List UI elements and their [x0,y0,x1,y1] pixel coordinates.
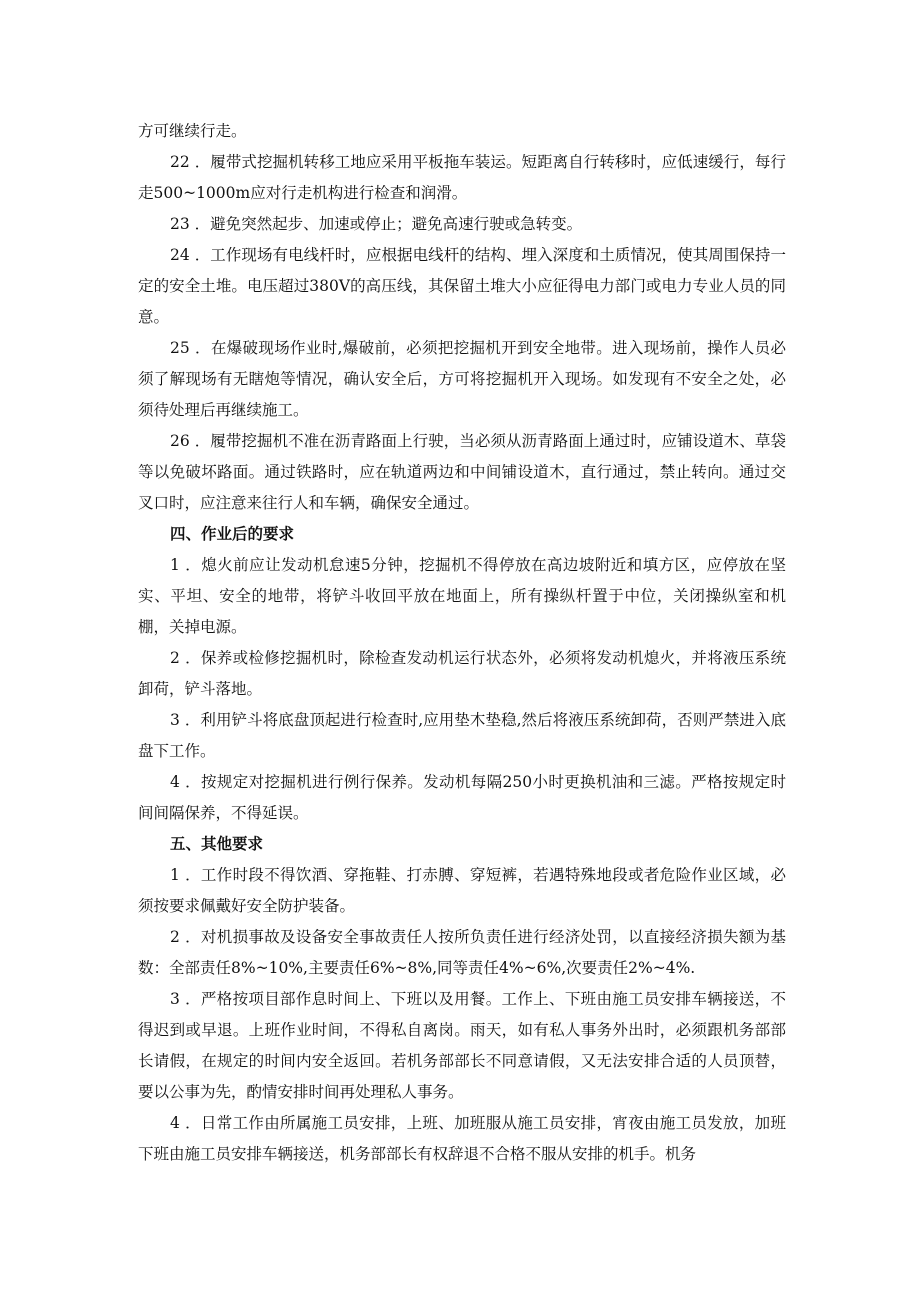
paragraph-23: 23 ．避免突然起步、加速或停止；避免高速行驶或急转变。 [170,215,583,233]
paragraph-22: 22 ．履带式挖掘机转移工地应采用平板拖车装运。短距离自行转移时，应低速缓行，每行走500~1000m应对行走机构进行检查和润滑。 [138,153,786,202]
paragraph-other-3: 3 ．严格按项目部作息时间上、下班以及用餐。工作上、下班由施工员安排车辆接送，不得迟到或早退。上班作业时间，不得私自离岗。雨天，如有私人事务外出时，必须跟机务部部长请假，在规定的时间内安全返回。若机务部部长不同意请假，又无法安排合适的人员顶替，要以公事为先，酌情安排时间再处理私人事务。 [138,990,786,1101]
paragraph-after-1: 1 ．熄火前应让发动机怠速5分钟，挖掘机不得停放在高边坡附近和填方区，应停放在坚实、平坦、安全的地带，将铲斗收回平放在地面上，所有操纵杆置于中位，关闭操纵室和机棚，关掉电源。 [138,556,786,636]
paragraph-after-2: 2 ．保养或检修挖掘机时，除检查发动机运行状态外，必须将发动机熄火，并将液压系统卸荷，铲斗落地。 [138,649,786,698]
paragraph-25: 25 ．在爆破现场作业时,爆破前，必须把挖掘机开到安全地带。进入现场前，操作人员必须了解现场有无瞎炮等情况，确认安全后，方可将挖掘机开入现场。如发现有不安全之处，必须待处理后再继续施工。 [138,339,786,419]
paragraph-after-3: 3 ．利用铲斗将底盘顶起进行检查时,应用垫木垫稳,然后将液压系统卸荷，否则严禁进入底盘下工作。 [138,711,786,760]
paragraph-26: 26 ．履带挖掘机不准在沥青路面上行驶，当必须从沥青路面上通过时，应铺设道木、草袋等以免破坏路面。通过铁路时，应在轨道两边和中间铺设道木，直行通过，禁止转向。通过交叉口时，应注意来往行人和车辆，确保安全通过。 [138,432,786,512]
paragraph-other-1: 1 ．工作时段不得饮酒、穿拖鞋、打赤膊、穿短裤，若遇特殊地段或者危险作业区域，必须按要求佩戴好安全防护装备。 [138,866,786,915]
document-page [138,116,786,1170]
section-heading-after-operation: 四、作业后的要求 [170,525,295,543]
paragraph-other-2: 2 ．对机损事故及设备安全事故责任人按所负责任进行经济处罚，以直接经济损失额为基数：全部责任8%~10%,主要责任6%~8%,同等责任4%~6%,次要责任2%~4%. [138,928,786,977]
paragraph-after-4: 4 ．按规定对挖掘机进行例行保养。发动机每隔250小时更换机油和三滤。严格按规定时间间隔保养，不得延误。 [138,773,786,822]
paragraph-other-4: 4 ．日常工作由所属施工员安排，上班、加班服从施工员安排，宵夜由施工员发放，加班下班由施工员安排车辆接送，机务部部长有权辞退不合格不服从安排的机手。机务 [138,1114,786,1163]
paragraph-continuation: 方可继续行走。 [138,122,247,140]
section-heading-other: 五、其他要求 [170,835,264,853]
paragraph-24: 24 ．工作现场有电线杆时，应根据电线杆的结构、埋入深度和土质情况，使其周围保持一定的安全土堆。电压超过380V的高压线，其保留土堆大小应征得电力部门或电力专业人员的同意。 [138,246,786,326]
